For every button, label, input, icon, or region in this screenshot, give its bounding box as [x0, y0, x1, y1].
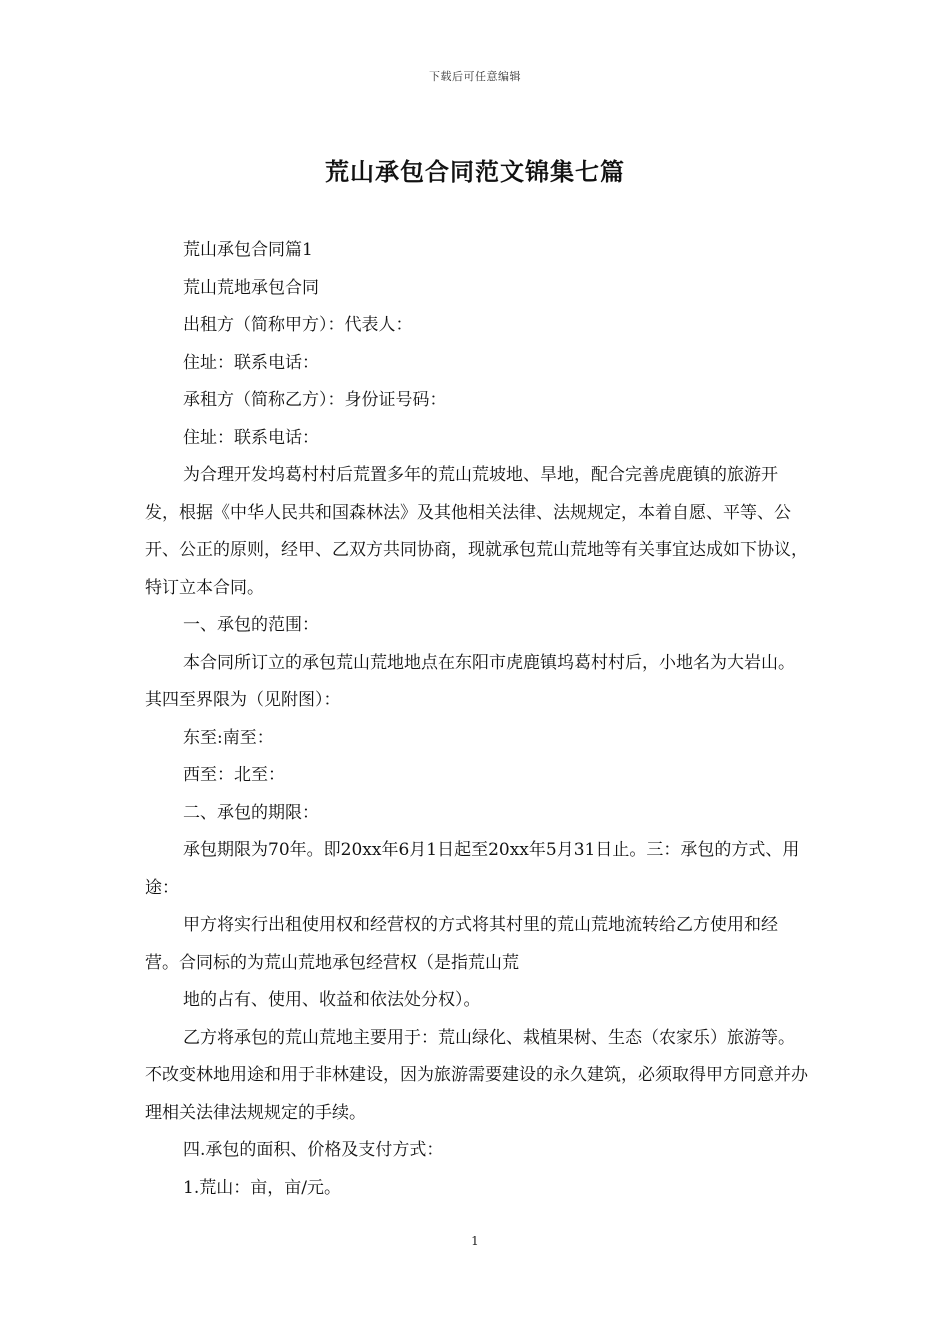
paragraph-lessor: 出租方（简称甲方）：代表人： [183, 315, 413, 335]
paragraph-term-heading: 二、承包的期限： [183, 802, 319, 823]
header-note: 下载后可任意编辑 [429, 70, 521, 83]
paragraph-method-continued: 地的占有、使用、收益和依法处分权）。 [183, 990, 481, 1010]
paragraph-term: 承包期限为70年。即20xx年6月1日起至20xx年5月31日止。三：承包的方式、用途： [145, 840, 800, 898]
paragraph-lessee-address: 住址：联系电话： [183, 427, 319, 448]
paragraph-area-item: 1.荒山：亩，亩/元。 [183, 1177, 341, 1198]
paragraph-usage: 乙方将承包的荒山荒地主要用于：荒山绿化、栽植果树、生态（农家乐）旅游等。不改变林地用途和用于非林建设，因为旅游需要建设的永久建筑，必须取得甲方同意并办理相关法律法规规定的手续。 [145, 1027, 808, 1123]
paragraph-boundary-east-south: 东至:南至： [183, 727, 274, 748]
page-number: 1 [471, 1234, 479, 1248]
paragraph-section-heading: 荒山承包合同篇1 [183, 240, 313, 260]
paragraph-lessee: 承租方（简称乙方）：身份证号码： [183, 390, 447, 410]
paragraph-contract-name: 荒山荒地承包合同 [183, 277, 319, 298]
document-title: 荒山承包合同范文锦集七篇 [325, 158, 625, 186]
paragraph-lessor-address: 住址：联系电话： [183, 352, 319, 373]
paragraph-boundary-west-north: 西至：北至： [183, 765, 285, 785]
paragraph-purpose: 为合理开发坞葛村村后荒置多年的荒山荒坡地、旱地，配合完善虎鹿镇的旅游开发，根据《中华人民共和国森林法》及其他相关法律、法规规定，本着自愿、平等、公开、公正的原则，经甲、乙双方共同协商，现就承包荒山荒地等有关事宜达成如下协议，特订立本合同。 [145, 465, 808, 598]
paragraph-method: 甲方将实行出租使用权和经营权的方式将其村里的荒山荒地流转给乙方使用和经营。合同标的为荒山荒地承包经营权（是指荒山荒 [145, 915, 778, 973]
paragraph-area-heading: 四.承包的面积、价格及支付方式： [183, 1140, 444, 1160]
paragraph-scope: 本合同所订立的承包荒山荒地地点在东阳市虎鹿镇坞葛村村后，小地名为大岩山。其四至界限为（见附图）： [145, 652, 795, 710]
document-body [145, 232, 810, 1207]
paragraph-scope-heading: 一、承包的范围： [183, 615, 319, 635]
